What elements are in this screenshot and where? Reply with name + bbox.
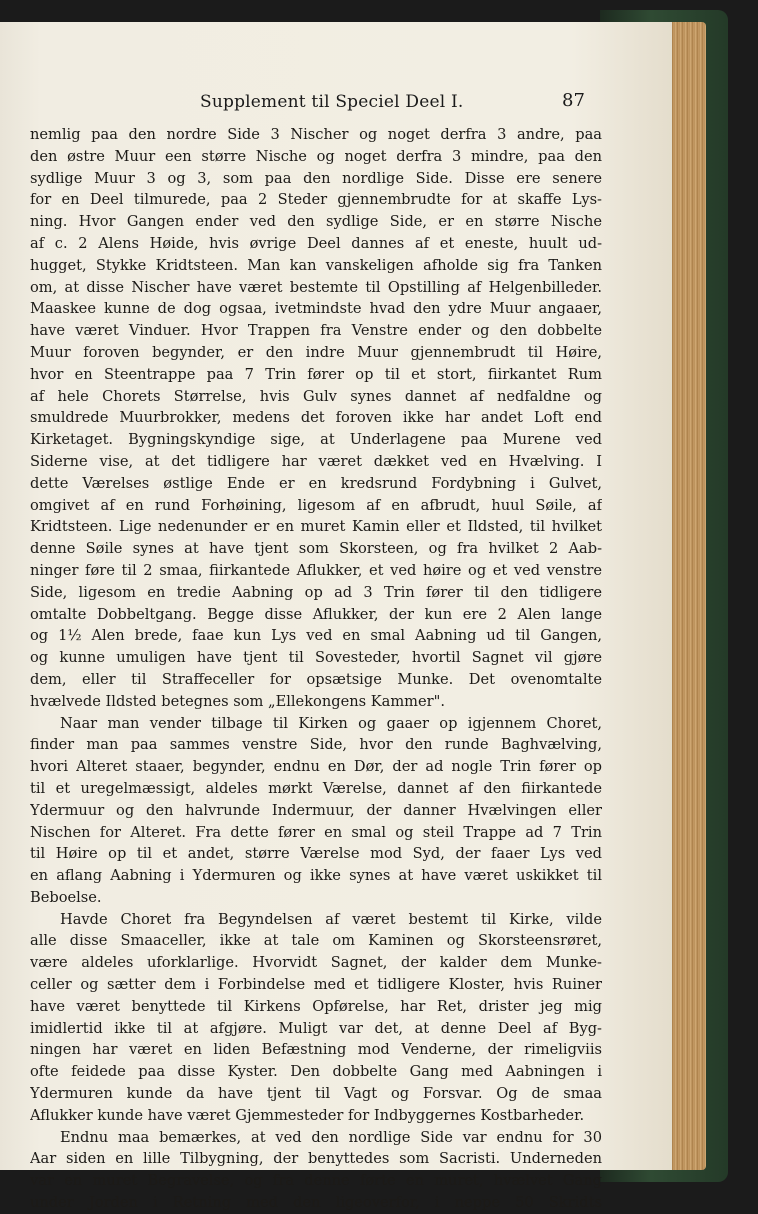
- text-line: alle disse Smaaceller, ikke at tale om Kaminen og Skorsteensrøret,: [30, 932, 602, 950]
- page-number: 87: [562, 90, 585, 111]
- text-line: hvori Alteret staaer, begynder, endnu en Dør, der ad nogle Trin fører op: [30, 758, 602, 776]
- text-line: ningen har været en liden Befæstning mod Venderne, der rimeligviis: [30, 1041, 602, 1059]
- text-line: den østre Muur een større Nische og noget derfra 3 mindre, paa den: [30, 147, 602, 165]
- text-line: ofte feidede paa disse Kyster. Den dobbelte Gang med Aabningen i: [30, 1063, 602, 1081]
- text-line: Endnu maa bemærkes, at ved den nordlige Side var endnu for 30: [60, 1128, 602, 1146]
- text-line: af hele Chorets Størrelse, hvis Gulv synes dannet af nedfaldne og: [30, 387, 602, 405]
- text-line: denne Søile synes at have tjent som Skorsteen, og fra hvilket 2 Aab-: [30, 540, 602, 558]
- text-line: celler og sætter dem i Forbindelse med et tidligere Kloster, hvis Ruiner: [30, 976, 602, 994]
- text-line: have været Vinduer. Hvor Trappen fra Venstre ender og den dobbelte: [30, 322, 602, 340]
- text-line: smuldrede Muurbrokker, medens det foroven ikke har andet Loft end: [30, 409, 602, 427]
- text-line: Aflukker kunde have været Gjemmesteder for Indbyggernes Kostbarheder.: [30, 1106, 585, 1124]
- running-head: Supplement til Speciel Deel I.: [200, 92, 464, 112]
- text-line: til Høire op til et andet, større Værelse mod Syd, der faaer Lys ved: [30, 845, 602, 863]
- text-line: af c. 2 Alens Høide, hvis øvrige Deel dannes af et eneste, huult ud-: [30, 234, 602, 252]
- text-line: Naar man vender tilbage til Kirken og gaaer op igjennem Choret,: [60, 714, 602, 732]
- text-line: en aflang Aabning i Ydermuren og ikke synes at have været uskikket til: [30, 867, 602, 885]
- text-line: og kunne umuligen have tjent til Sovesteder, hvortil Sagnet vil gjøre: [30, 649, 602, 667]
- text-line: have været benyttede til Kirkens Opførelse, har Ret, drister jeg mig: [30, 997, 602, 1015]
- text-line: Kirketaget. Bygningskyndige sige, at Underlagene paa Murene ved: [30, 431, 602, 449]
- text-line: var en muret Begravelse, og fra denne førte en muret, hvælvet Gang: [30, 1172, 602, 1190]
- text-line: Nischen for Alteret. Fra dette fører en smal og steil Trappe ad 7 Trin: [30, 823, 602, 841]
- text-line: Side, ligesom en tredie Aabning op ad 3 Trin fører til den tidligere: [30, 583, 602, 601]
- text-line: omgivet af en rund Forhøining, ligesom af en afbrudt, huul Søile, af: [30, 496, 602, 514]
- text-line: Beboelse.: [30, 888, 102, 906]
- text-line: Maaskee kunne de dog ogsaa, ivetmindste hvad den ydre Muur angaaer,: [30, 300, 602, 318]
- text-line: om, at disse Nischer have været bestemte til Opstilling af Helgenbilleder.: [30, 278, 602, 296]
- text-line: til et uregelmæssigt, aldeles mørkt Værelse, dannet af den fiirkantede: [30, 779, 602, 797]
- text-line: Ydermuren kunde da have tjent til Vagt og Forsvar. Og de smaa: [30, 1085, 602, 1103]
- text-line: hvor en Steentrappe paa 7 Trin fører op til et stort, fiirkantet Rum: [30, 365, 602, 383]
- text-line: imidlertid ikke til at afgjøre. Muligt var det, at denne Deel af Byg-: [30, 1019, 602, 1037]
- text-line: Havde Choret fra Begyndelsen af været bestemt til Kirke, vilde: [60, 910, 602, 928]
- text-line: ning. Hvor Gangen ender ved den sydlige Side, er en større Nische: [30, 213, 602, 231]
- text-line: være aldeles uforklarlige. Hvorvidt Sagnet, der kalder dem Munke-: [30, 954, 602, 972]
- text-line: for en Deel tilmurede, paa 2 Steder gjennembrudte for at skaffe Lys-: [30, 191, 602, 209]
- text-line: Kridtsteen. Lige nedenunder er en muret Kamin eller et Ildsted, til hvilket: [30, 518, 602, 536]
- text-line: omtalte Dobbeltgang. Begge disse Aflukker, der kun ere 2 Alen lange: [30, 605, 602, 623]
- text-line: ninger føre til 2 smaa, fiirkantede Aflukker, et ved høire og et ved venstre: [30, 561, 602, 579]
- page-header: [0, 90, 672, 116]
- text-line: nemlig paa den nordre Side 3 Nischer og noget derfra 3 andre, paa: [30, 126, 602, 143]
- text-line: Aar siden en lille Tilbygning, der benyttedes som Sacristi. Underneden: [30, 1150, 602, 1168]
- text-line: Siderne vise, at det tidligere har været dækket ved en Hvælving. I: [30, 452, 602, 470]
- text-line: og 1½ Alen brede, faae kun Lys ved en smal Aabning ud til Gangen,: [30, 627, 602, 645]
- text-line: Ydermuur og den halvrunde Indermuur, der danner Hvælvingen eller: [30, 801, 602, 819]
- body-text: [30, 124, 602, 1214]
- text-line: dem, eller til Straffeceller for opsætsige Munke. Det ovenomtalte: [30, 670, 602, 688]
- text-line: sydlige Muur 3 og 3, som paa den nordlige Side. Disse ere senere: [30, 169, 602, 187]
- text-line: hugget, Stykke Kridtsteen. Man kan vanskeligen afholde sig fra Tanken: [30, 256, 602, 274]
- text-line: dette Værelses østlige Ende er en kredsrund Fordybning i Gulvet,: [30, 474, 602, 492]
- text-line: hvælvede Ildsted betegnes som „Ellekongens Kammer".: [30, 692, 445, 710]
- text-line: Muur foroven begynder, er den indre Muur gjennembrudt til Høire,: [30, 343, 602, 361]
- text-line: under Jorden i Retning med den ligeoverfor, i neppe 50 Skridts: [30, 1194, 602, 1212]
- text-line: finder man paa sammes venstre Side, hvor den runde Baghvælving,: [30, 736, 602, 754]
